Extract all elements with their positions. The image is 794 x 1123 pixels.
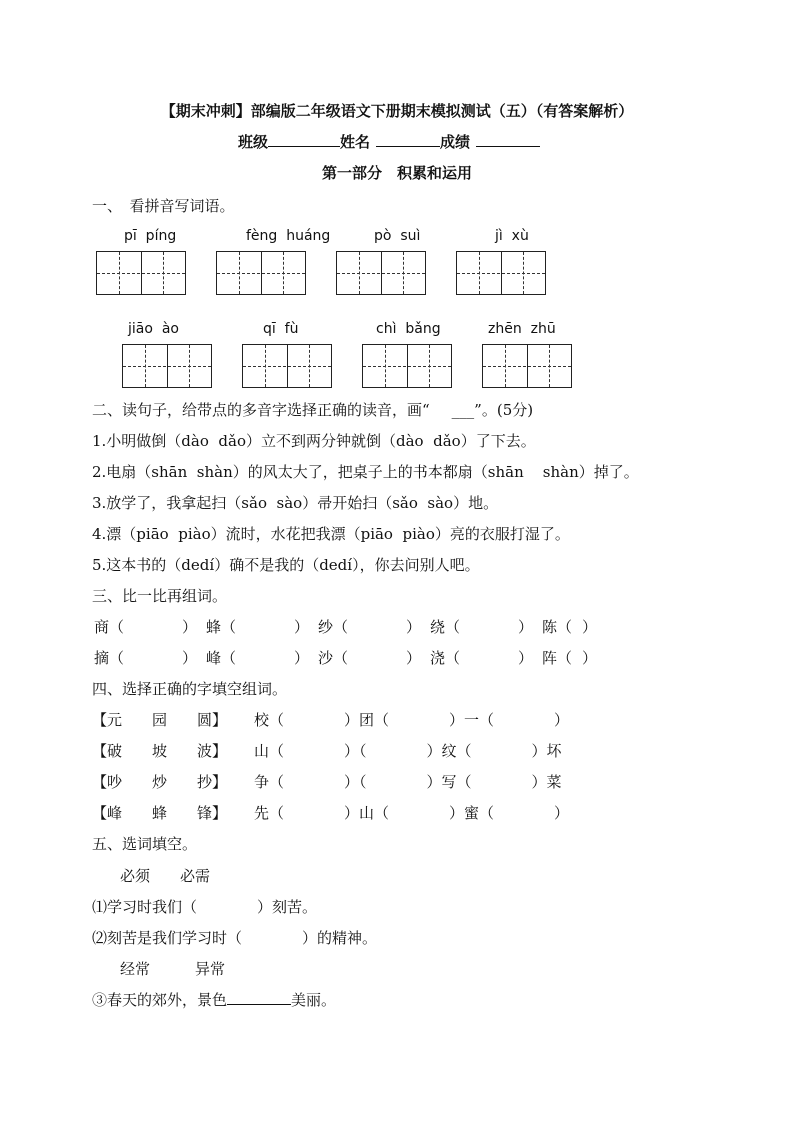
tianzige-box[interactable] xyxy=(242,344,332,388)
pinyin-label: chì bǎng xyxy=(376,321,441,337)
fill-blanks: 山（ ）（ ）纹（ ）坏 xyxy=(254,742,562,760)
word-pair: 摘（ xyxy=(94,649,125,667)
section2-heading xyxy=(92,399,533,420)
tianzige-box[interactable] xyxy=(362,344,452,388)
underline-mark: ___ xyxy=(451,401,475,419)
pinyin-label: pī píng xyxy=(124,228,177,244)
section2-score: ”。(5分) xyxy=(474,401,534,419)
char-choices: 【破 坡 波】 xyxy=(92,742,228,760)
word-pair: ） xyxy=(182,649,198,667)
section3-heading: 三、比一比再组词。 xyxy=(92,587,228,605)
word-options: 经常 异常 xyxy=(120,960,226,978)
word-pair: ） xyxy=(406,649,422,667)
word-options: 必须 必需 xyxy=(120,867,211,885)
word-pair: 陈（ xyxy=(542,618,573,636)
section2-heading-text: 二、读句子，给带点的多音字选择正确的读音，画“ xyxy=(92,401,430,419)
fill-blanks: 先（ ）山（ ）蜜（ ） xyxy=(254,804,570,822)
class-blank[interactable] xyxy=(268,132,340,147)
word-pair: 蜂（ xyxy=(206,618,237,636)
char-choices: 【元 园 圆】 xyxy=(92,711,228,729)
part-title: 第一部分 积累和运用 xyxy=(321,164,472,182)
word-pair: ） xyxy=(518,649,534,667)
name-blank[interactable] xyxy=(376,132,440,147)
score-label: 成绩 xyxy=(440,133,471,151)
tianzige-box[interactable] xyxy=(482,344,572,388)
word-pair: 峰（ xyxy=(206,649,237,667)
word-pair: 阵（ xyxy=(542,649,573,667)
name-label: 姓名 xyxy=(340,133,371,151)
pinyin-label: qī fù xyxy=(263,321,299,337)
fill-question-text: ③春天的郊外，景色 xyxy=(92,991,228,1009)
word-pair: ） xyxy=(406,618,422,636)
tianzige-box[interactable] xyxy=(336,251,426,295)
word-pair: ） xyxy=(582,649,598,667)
fill-blanks: 校（ ）团（ ）一（ ） xyxy=(254,711,570,729)
pinyin-label: pò suì xyxy=(374,228,421,244)
word-pair: 商（ xyxy=(94,618,125,636)
score-blank[interactable] xyxy=(476,132,540,147)
fill-question: ⑴学习时我们（ ）刻苦。 xyxy=(92,898,318,916)
pinyin-label: fèng huáng xyxy=(246,228,331,244)
char-choices: 【吵 炒 抄】 xyxy=(92,773,228,791)
tianzige-box[interactable] xyxy=(456,251,546,295)
fill-blanks: 争（ ）（ ）写（ ）菜 xyxy=(254,773,562,791)
word-pair: 纱（ xyxy=(318,618,349,636)
word-pair: ） xyxy=(294,649,310,667)
student-info-line xyxy=(238,131,540,152)
section4-heading: 四、选择正确的字填空组词。 xyxy=(92,680,288,698)
section5-heading: 五、选词填空。 xyxy=(92,835,198,853)
word-pair: ） xyxy=(582,618,598,636)
class-label: 班级 xyxy=(238,133,269,151)
answer-blank[interactable] xyxy=(227,990,291,1005)
word-pair: 沙（ xyxy=(318,649,349,667)
tianzige-box[interactable] xyxy=(122,344,212,388)
fill-question: ⑵刻苦是我们学习时（ ）的精神。 xyxy=(92,929,378,947)
word-pair: ） xyxy=(518,618,534,636)
question-item: 2.电扇（shān shàn）的风太大了，把桌子上的书本都扇（shān shàn）掉了。 xyxy=(92,463,639,481)
fill-question xyxy=(92,989,336,1010)
word-pair: ） xyxy=(182,618,198,636)
tianzige-box[interactable] xyxy=(216,251,306,295)
char-choices: 【峰 蜂 锋】 xyxy=(92,804,228,822)
pinyin-label: jiāo ào xyxy=(128,321,179,337)
question-item: 3.放学了，我拿起扫（sǎo sào）帚开始扫（sǎo sào）地。 xyxy=(92,494,499,512)
fill-question-text: 美丽。 xyxy=(291,991,337,1009)
section1-heading: 一、 看拼音写词语。 xyxy=(92,197,235,215)
word-pair: ） xyxy=(294,618,310,636)
word-pair: 绕（ xyxy=(430,618,461,636)
page-title: 【期末冲刺】部编版二年级语文下册期末模拟测试（五）（有答案解析） xyxy=(160,102,634,120)
pinyin-label: jì xù xyxy=(495,228,529,244)
tianzige-box[interactable] xyxy=(96,251,186,295)
question-item: 1.小明做倒（dào dǎo）立不到两分钟就倒（dào dǎo）了下去。 xyxy=(92,432,536,450)
question-item: 5.这本书的（dedí）确不是我的（dedí），你去问别人吧。 xyxy=(92,556,480,574)
word-pair: 浇（ xyxy=(430,649,461,667)
question-item: 4.漂（piāo piào）流时，水花把我漂（piāo piào）亮的衣服打湿了。 xyxy=(92,525,570,543)
pinyin-label: zhēn zhū xyxy=(488,321,556,337)
